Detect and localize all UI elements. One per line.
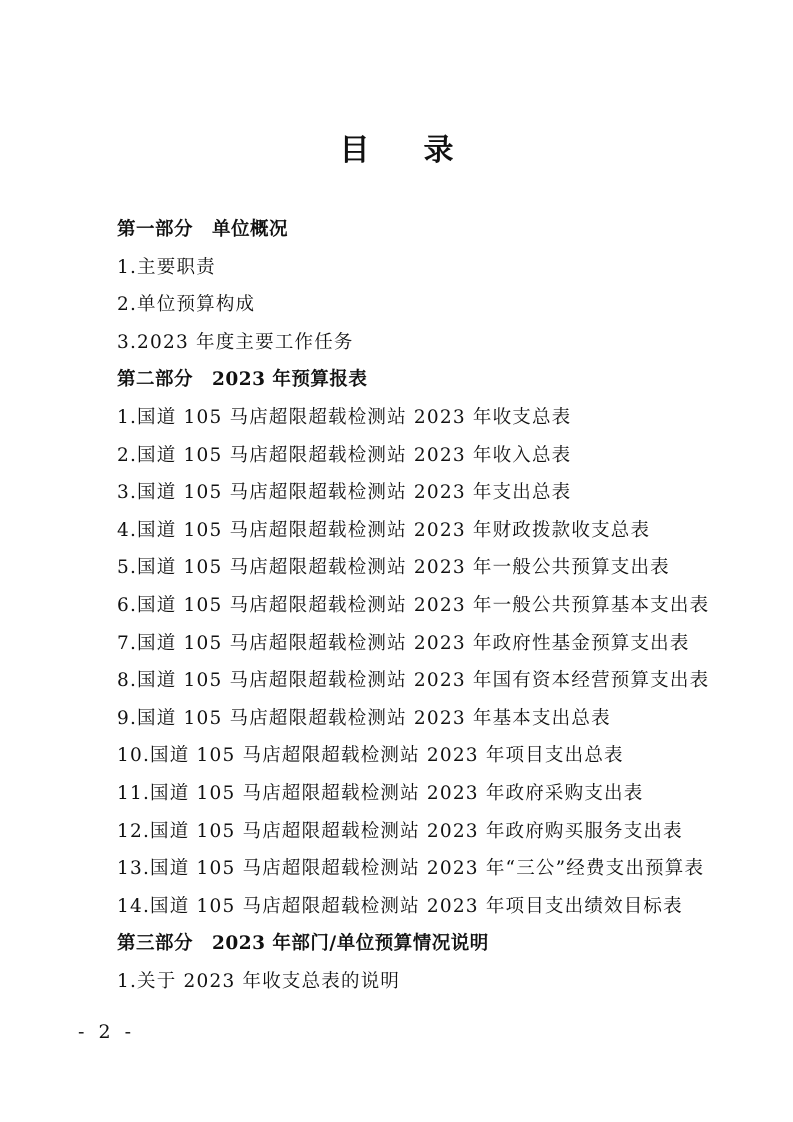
- toc-item: 8.国道 105 马店超限超载检测站 2023 年国有资本经营预算支出表: [117, 670, 710, 692]
- toc-item: 4.国道 105 马店超限超载检测站 2023 年财政拨款收支总表: [117, 519, 651, 541]
- toc-item: 2.单位预算构成: [117, 294, 256, 316]
- toc-item: 6.国道 105 马店超限超载检测站 2023 年一般公共预算基本支出表: [117, 594, 710, 616]
- toc-item: 1.主要职责: [117, 256, 216, 278]
- toc-item: 5.国道 105 马店超限超载检测站 2023 年一般公共预算支出表: [117, 557, 670, 579]
- toc-item: 2.国道 105 马店超限超载检测站 2023 年收入总表: [117, 444, 572, 466]
- toc-item: 12.国道 105 马店超限超载检测站 2023 年政府购买服务支出表: [117, 820, 683, 842]
- toc-item: 3.2023 年度主要工作任务: [117, 331, 354, 353]
- toc-item: 3.国道 105 马店超限超载检测站 2023 年支出总表: [117, 482, 572, 504]
- toc-item: 11.国道 105 马店超限超载检测站 2023 年政府采购支出表: [117, 782, 644, 804]
- toc-item: 1.国道 105 马店超限超载检测站 2023 年收支总表: [117, 406, 572, 428]
- toc-item: 13.国道 105 马店超限超载检测站 2023 年“三公”经费支出预算表: [117, 858, 705, 880]
- toc-item: 7.国道 105 马店超限超载检测站 2023 年政府性基金预算支出表: [117, 632, 690, 654]
- toc-item: 1.关于 2023 年收支总表的说明: [117, 970, 401, 992]
- page-number: - 2 -: [78, 1021, 136, 1043]
- page-title: 目录: [339, 133, 508, 168]
- toc-section: 第一部分 单位概况: [117, 219, 289, 240]
- toc-section: 第二部分 2023 年预算报表: [117, 369, 368, 391]
- table-of-contents: [117, 211, 757, 1000]
- toc-item: 9.国道 105 马店超限超载检测站 2023 年基本支出总表: [117, 707, 611, 729]
- toc-item: 14.国道 105 马店超限超载检测站 2023 年项目支出绩效目标表: [117, 895, 683, 917]
- toc-section: 第三部分 2023 年部门/单位预算情况说明: [117, 933, 489, 955]
- toc-item: 10.国道 105 马店超限超载检测站 2023 年项目支出总表: [117, 745, 624, 767]
